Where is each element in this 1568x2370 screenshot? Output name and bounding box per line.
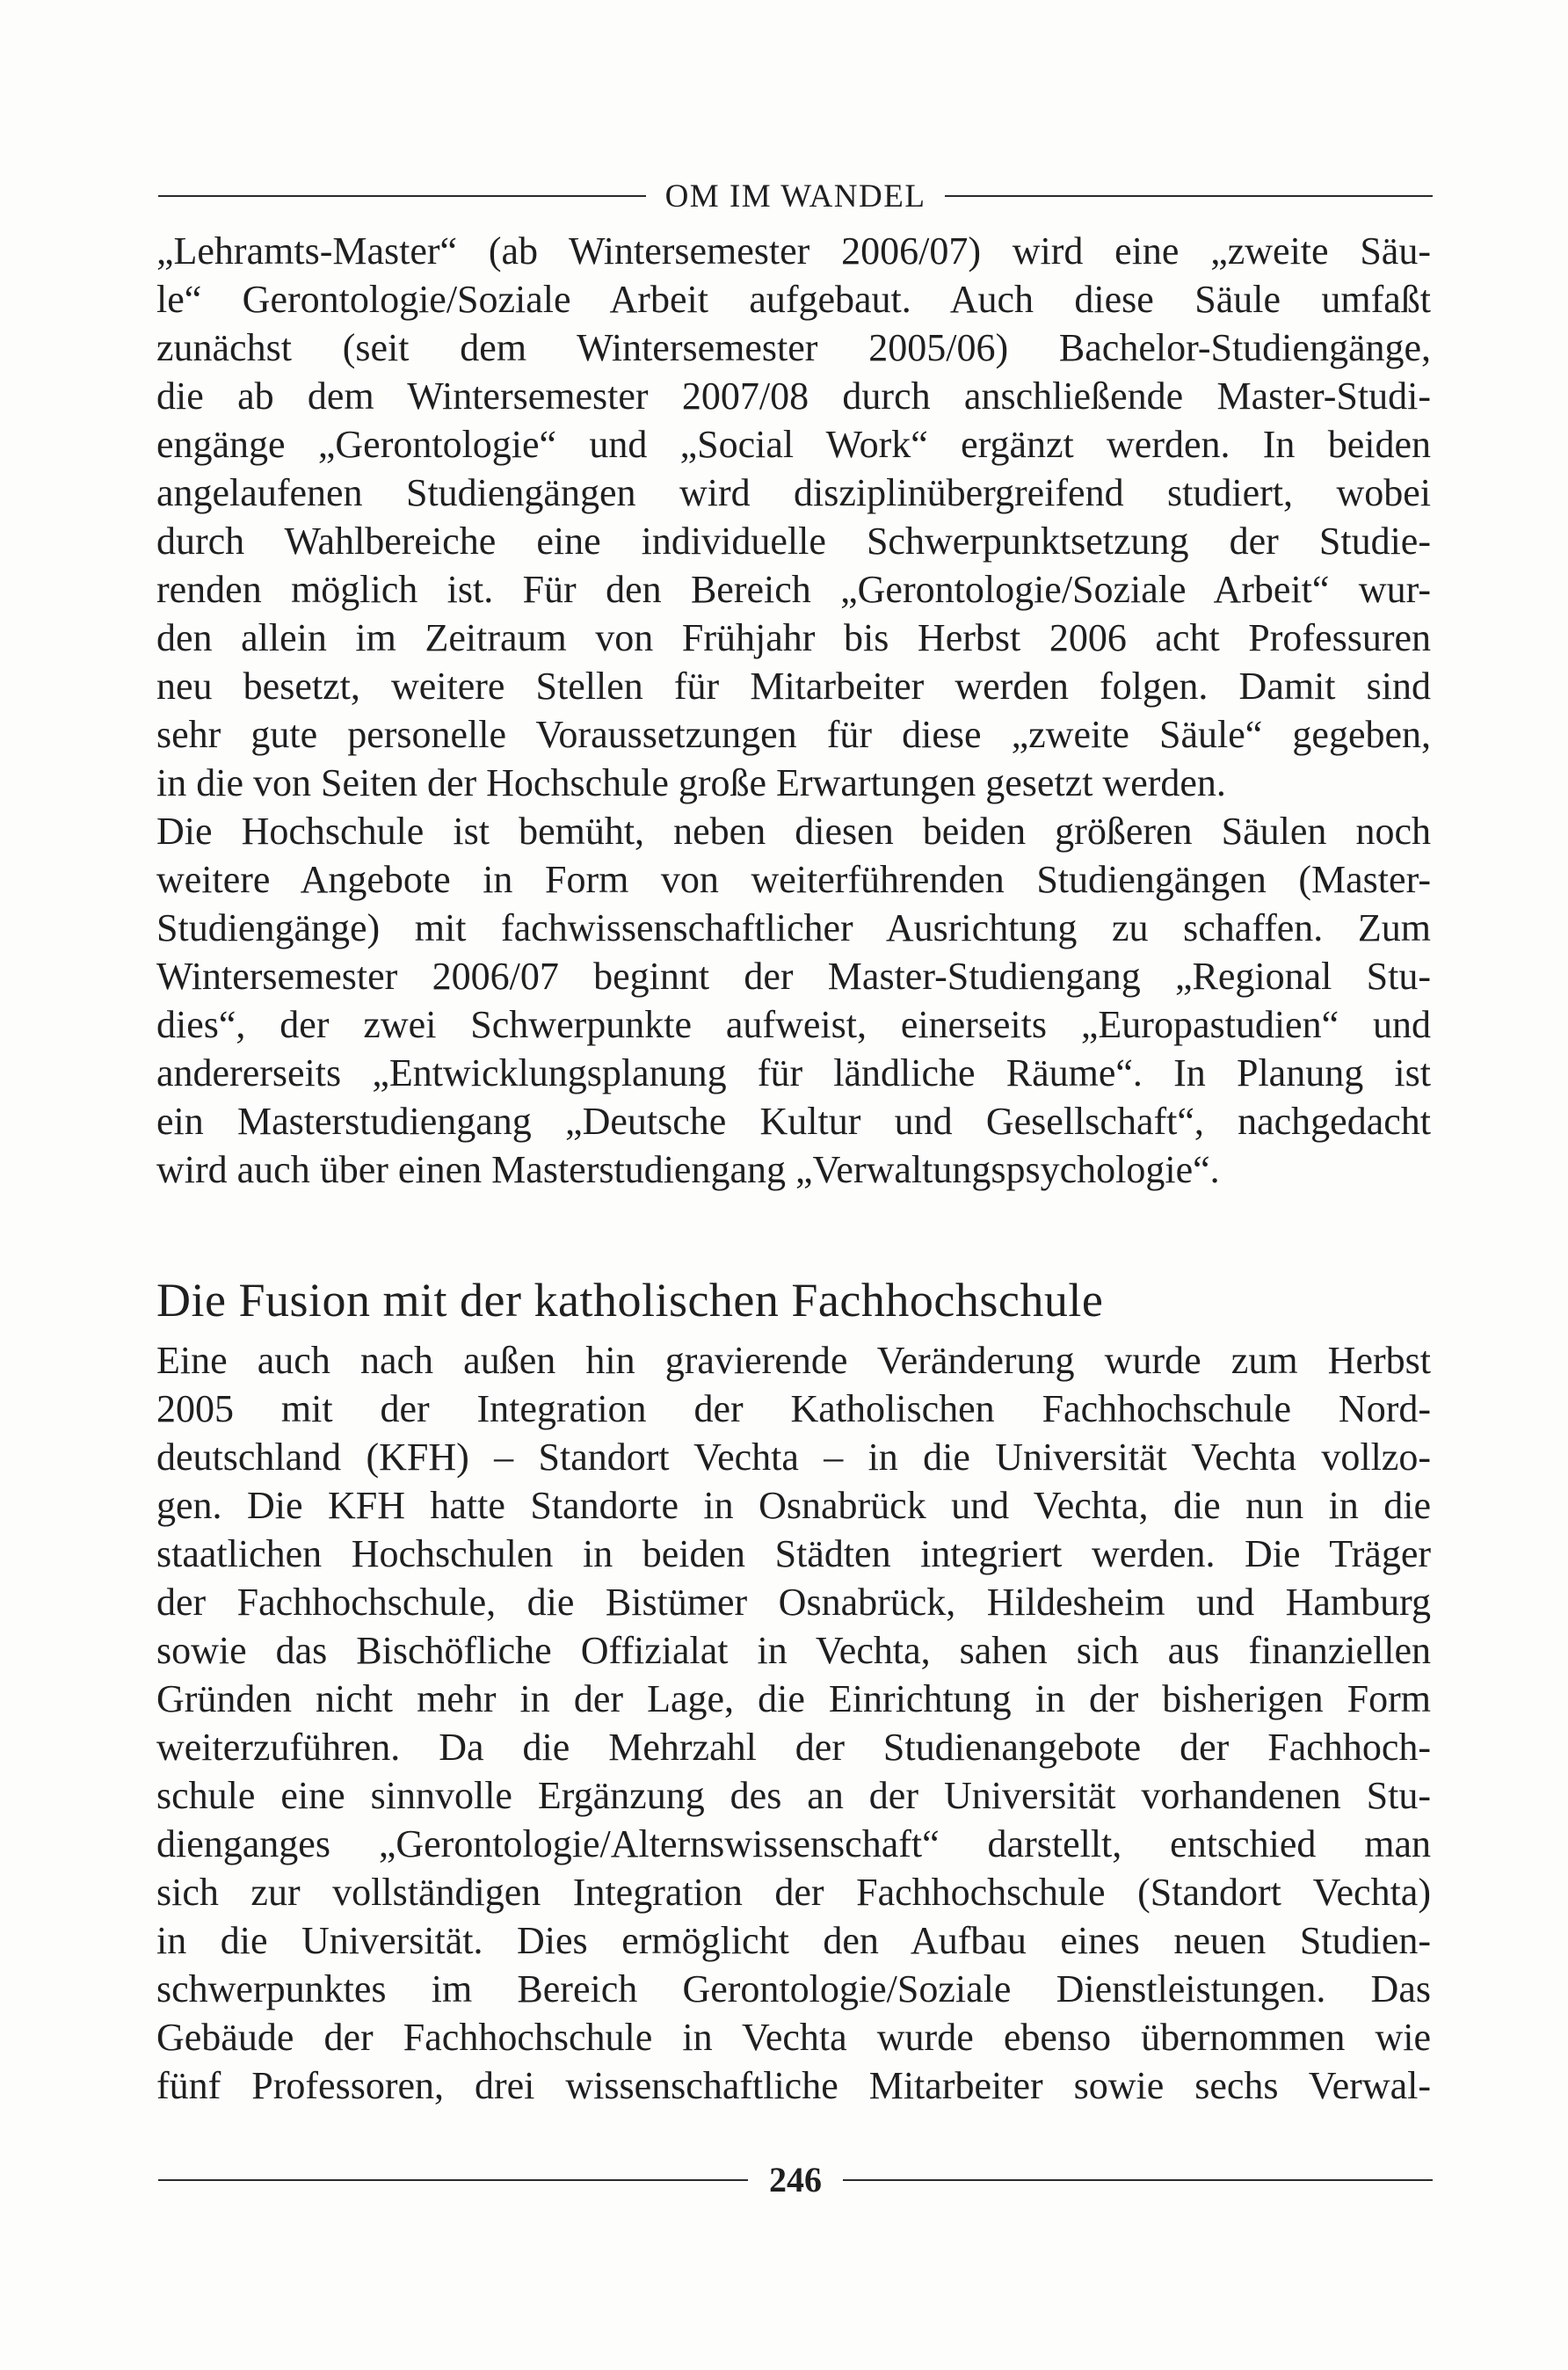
text-line: in die Universität. Dies ermöglicht den Aufbau eines neuen Studien- — [156, 1919, 1431, 1962]
page-number: 246 — [769, 2160, 822, 2199]
text-line: in die von Seiten der Hochschule große Erwartungen gesetzt werden. — [156, 761, 1226, 804]
body-text-upper — [156, 227, 1431, 1194]
footer-rule-left — [158, 2179, 748, 2181]
text-line: Studiengänge) mit fachwissenschaftlicher Ausrichtung zu schaffen. Zum — [156, 906, 1431, 949]
text-line: durch Wahlbereiche eine individuelle Schwerpunktsetzung der Studie- — [156, 520, 1431, 563]
text-line: sowie das Bischöfliche Offizialat in Vechta, sahen sich aus finanziellen — [156, 1629, 1431, 1672]
text-line: le“ Gerontologie/Soziale Arbeit aufgebaut. Auch diese Säule umfaßt — [156, 278, 1431, 321]
text-line: dies“, der zwei Schwerpunkte aufweist, einerseits „Europastudien“ und — [156, 1003, 1431, 1046]
body-text-lower — [156, 1336, 1431, 2110]
text-line: renden möglich ist. Für den Bereich „Gerontologie/Soziale Arbeit“ wur- — [156, 568, 1431, 611]
text-line: gen. Die KFH hatte Standorte in Osnabrück und Vechta, die nun in die — [156, 1484, 1431, 1527]
page-footer — [158, 2158, 1433, 2202]
text-line: Wintersemester 2006/07 beginnt der Master-Studiengang „Regional Stu- — [156, 955, 1431, 998]
paragraph-2 — [156, 807, 1431, 1194]
text-line: andererseits „Entwicklungsplanung für ländliche Räume“. In Planung ist — [156, 1051, 1431, 1094]
paragraph-3 — [156, 1336, 1431, 2110]
text-line: weitere Angebote in Form von weiterführenden Studiengängen (Master- — [156, 858, 1431, 901]
running-head-title: OM IM WANDEL — [664, 178, 926, 214]
text-line: Gebäude der Fachhochschule in Vechta wurde ebenso übernommen wie — [156, 2016, 1431, 2059]
text-line: neu besetzt, weitere Stellen für Mitarbeiter werden folgen. Damit sind — [156, 665, 1431, 708]
text-line: 2005 mit der Integration der Katholischen Fachhochschule Nord- — [156, 1387, 1431, 1430]
text-line: Gründen nicht mehr in der Lage, die Einrichtung in der bisherigen Form — [156, 1677, 1431, 1720]
text-line: sehr gute personelle Voraussetzungen für diese „zweite Säule“ gegeben, — [156, 713, 1431, 756]
running-head-rule-right — [945, 195, 1433, 197]
text-line: weiterzuführen. Da die Mehrzahl der Studienangebote der Fachhoch- — [156, 1726, 1431, 1769]
text-line: „Lehramts-Master“ (ab Wintersemester 2006/07) wird eine „zweite Säu- — [156, 229, 1431, 273]
text-line: schwerpunktes im Bereich Gerontologie/Soziale Dienstleistungen. Das — [156, 1967, 1431, 2010]
text-line: Eine auch nach außen hin gravierende Veränderung wurde zum Herbst — [156, 1339, 1431, 1382]
text-line: zunächst (seit dem Wintersemester 2005/06) Bachelor-Studiengänge, — [156, 326, 1431, 369]
text-line: der Fachhochschule, die Bistümer Osnabrück, Hildesheim und Hamburg — [156, 1581, 1431, 1624]
running-head — [158, 174, 1433, 218]
text-line: fünf Professoren, drei wissenschaftliche Mitarbeiter sowie sechs Verwal- — [156, 2064, 1431, 2107]
text-line: deutschland (KFH) – Standort Vechta – in die Universität Vechta vollzo- — [156, 1436, 1431, 1479]
text-line: wird auch über einen Masterstudiengang „Verwaltungspsychologie“. — [156, 1148, 1220, 1191]
text-line: schule eine sinnvolle Ergänzung des an der Universität vorhandenen Stu- — [156, 1774, 1431, 1817]
running-head-rule-left — [158, 195, 646, 197]
text-line: dienganges „Gerontologie/Alternswissenschaft“ darstellt, entschied man — [156, 1822, 1431, 1865]
text-line: sich zur vollständigen Integration der Fachhochschule (Standort Vechta) — [156, 1871, 1431, 1914]
text-line: den allein im Zeitraum von Frühjahr bis Herbst 2006 acht Professuren — [156, 616, 1431, 659]
text-line: ein Masterstudiengang „Deutsche Kultur und Gesellschaft“, nachgedacht — [156, 1100, 1431, 1143]
section-heading: Die Fusion mit der katholischen Fachhochschule — [156, 1274, 1104, 1327]
text-line: Die Hochschule ist bemüht, neben diesen beiden größeren Säulen noch — [156, 810, 1431, 853]
text-line: die ab dem Wintersemester 2007/08 durch anschließende Master-Studi- — [156, 374, 1431, 418]
text-line: staatlichen Hochschulen in beiden Städten integriert werden. Die Träger — [156, 1532, 1431, 1575]
paragraph-1 — [156, 227, 1431, 807]
text-line: engänge „Gerontologie“ und „Social Work“ ergänzt werden. In beiden — [156, 423, 1431, 466]
footer-rule-right — [843, 2179, 1433, 2181]
text-line: angelaufenen Studiengängen wird disziplinübergreifend studiert, wobei — [156, 471, 1431, 514]
